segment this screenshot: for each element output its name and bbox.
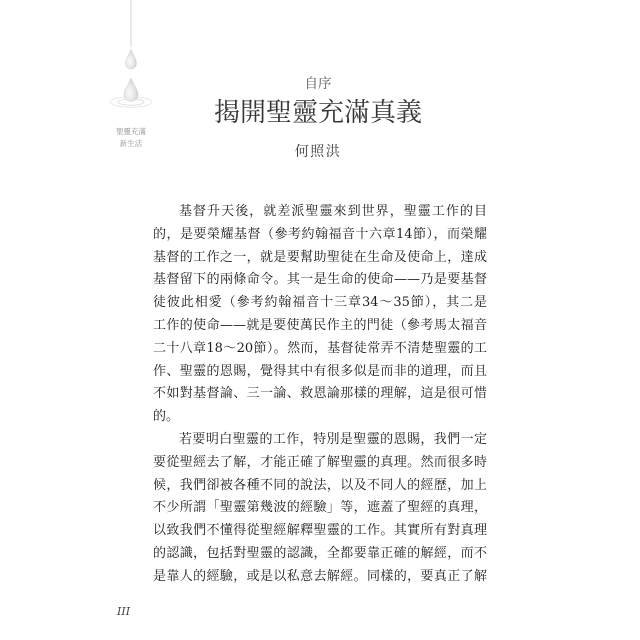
text-line: 的，是要榮耀基督（參考約翰福音十六章14節），而榮耀 (153, 226, 487, 242)
text-line: 作、聖靈的恩賜，覺得其中有很多似是而非的道理，而且 (153, 363, 487, 379)
page-title: 揭開聖靈充滿真義 (213, 98, 422, 128)
text-line: 徒彼此相愛（參考約翰福音十三章34～35節），其二是 (153, 295, 487, 311)
text-line: 以致我們不懂得從聖經解釋聖靈的工作。其實所有對真理 (153, 523, 487, 539)
series-mark (101, 126, 161, 150)
text-line: 若要明白聖靈的工作，特別是聖靈的恩賜，我們一定 (179, 431, 487, 447)
text-line: 工作的使命——就是要使萬民作主的門徒（參考馬太福音 (153, 317, 487, 333)
text-line: 二十八章18～20節）。然而，基督徒常弄不清楚聖靈的工 (153, 340, 487, 356)
text-line: 是靠人的經驗，或是以私意去解經。同樣的，要真正了解 (153, 568, 487, 584)
page-number: III (117, 605, 131, 618)
text-line: 不如對基督論、三一論、救恩論那樣的理解，這是很可惜 (153, 386, 487, 402)
water-drop-ornament (100, 0, 162, 118)
author-name: 何照洪 (294, 144, 342, 160)
text-line: 要從聖經去了解，才能正確了解聖靈的真理。然而很多時 (153, 454, 487, 470)
text-line: 基督的工作之一，就是要幫助聖徒在生命及使命上，達成 (153, 249, 487, 265)
series-name-line2: 新生活 (119, 139, 143, 148)
text-line: 基督留下的兩條命令。其一是生命的使命——乃是要基督 (153, 272, 487, 288)
water-drop-icon (124, 78, 138, 102)
section-label: 自序 (304, 76, 332, 92)
paragraph (153, 429, 487, 589)
text-line: 基督升天後，就差派聖靈來到世界，聖靈工作的目 (179, 204, 487, 219)
text-line: 的。 (153, 409, 180, 425)
paragraph (153, 201, 487, 429)
body-text (153, 201, 487, 589)
text-line: 的認識，包括對聖靈的認識，全都要靠正確的解經，而不 (153, 545, 487, 561)
series-name-line1: 聖靈充滿 (116, 127, 146, 136)
text-line: 不少所謂「聖靈第幾波的經驗」等，遮蓋了聖經的真理， (153, 500, 487, 516)
falling-drop-icon (126, 49, 137, 69)
text-line: 候，我們卻被各種不同的說法，以及不同人的經歷，加上 (153, 477, 487, 493)
